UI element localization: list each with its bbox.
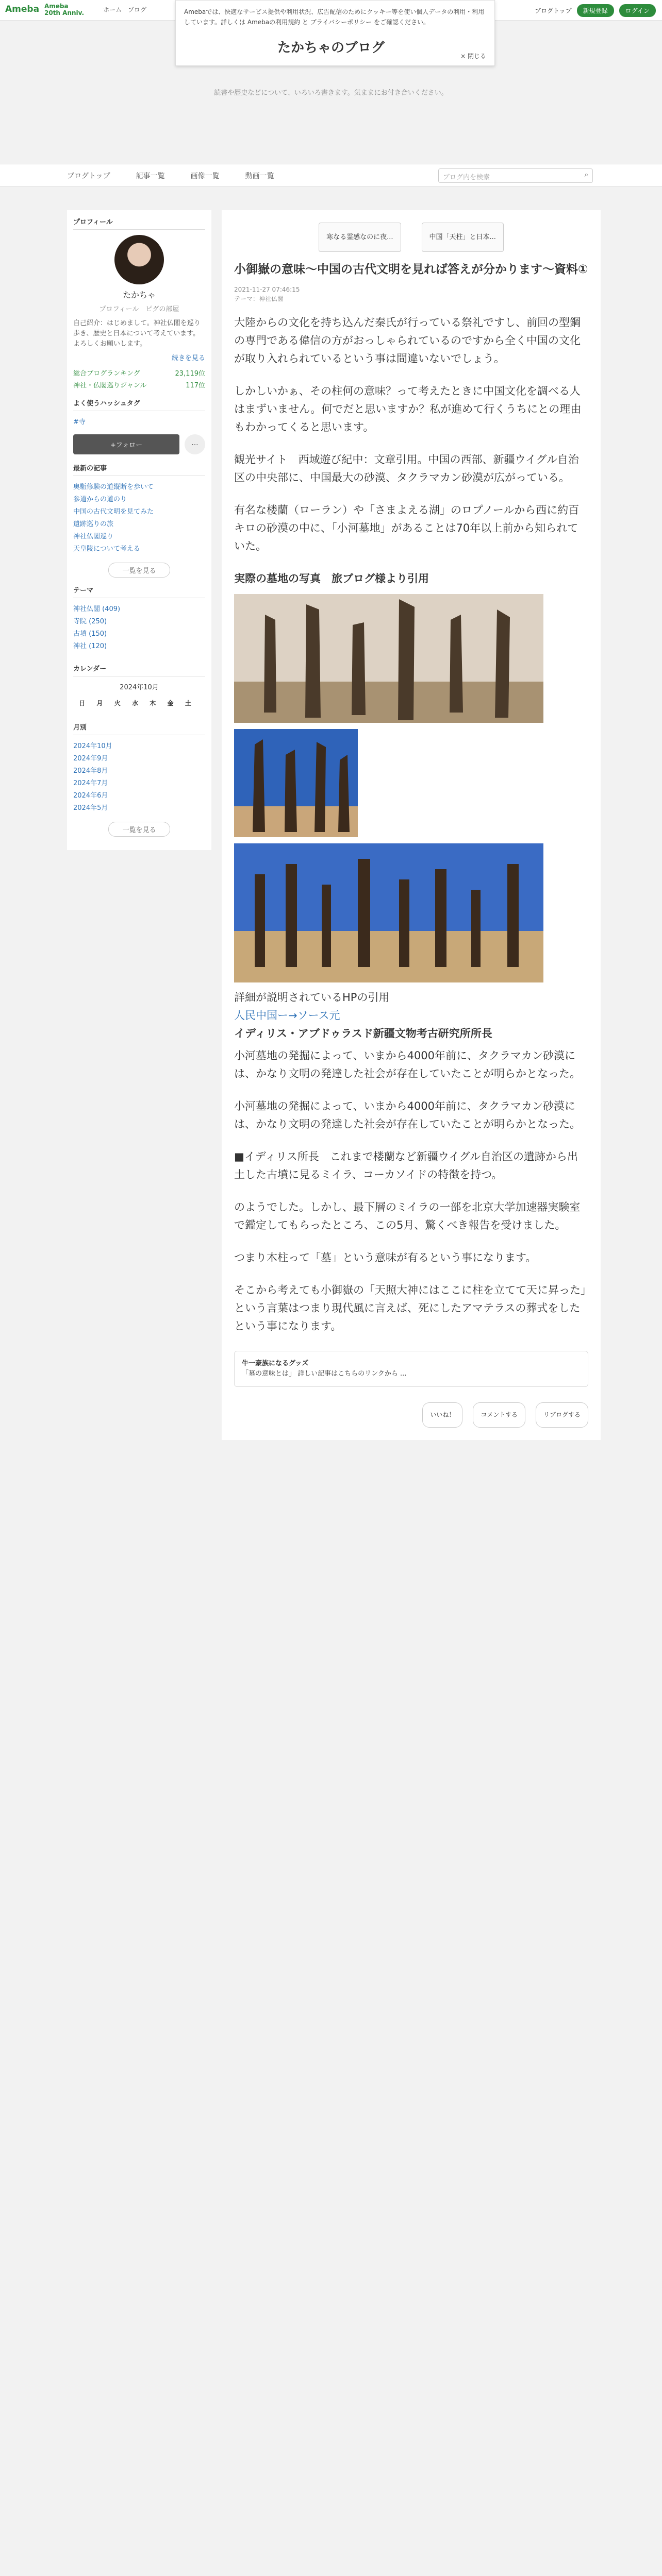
calendar xyxy=(73,694,197,711)
paragraph: 小河墓地の発掘によって、いまから4000年前に、タクラマカン砂漠には、かなり文明の発達した社会が存在していたことが明らかとなった。 xyxy=(234,1100,581,1130)
caption: 詳細が説明されているHPの引用 xyxy=(234,991,390,1004)
blog-title[interactable]: たかちゃのブログ xyxy=(277,40,385,56)
related-card[interactable] xyxy=(234,1351,588,1387)
blog-search-input[interactable]: ブログ内を検索 ⌕ xyxy=(438,168,593,183)
latest-item[interactable]: 遺跡巡りの旅 xyxy=(73,520,114,528)
ameba-logo[interactable]: Ameba xyxy=(5,4,40,14)
gnav-videos[interactable]: 動画一覧 xyxy=(245,172,274,180)
paragraph: 観光サイト 西域遊び紀中：文章引用。中国の西部、新疆ウイグル自治区の中央部に、中国最大の砂漠、タクラマカン砂漠が広がっている。 xyxy=(234,453,579,484)
paragraph: しかしいかぁ、その柱何の意味？って考えたときに中国文化を調べる人はまずいません。何でだと思いますか？私が進めて行くうちにとの理由もわかってくると思います。 xyxy=(234,385,582,433)
login-button[interactable]: ログイン xyxy=(619,4,656,17)
next-article-button[interactable]: 中国「天柱」と日本... xyxy=(422,223,504,252)
signup-button[interactable]: 新規登録 xyxy=(577,4,614,17)
profile-more-link[interactable]: 続きを見る xyxy=(171,354,205,362)
gnav-blog-top[interactable]: ブログトップ xyxy=(67,172,110,180)
latest-more-button[interactable]: 一覧を見る xyxy=(108,563,170,578)
comment-button[interactable]: コメントする xyxy=(473,1402,525,1428)
subheading: イディリス・アブドゥラスド新疆文物考古研究所所長 xyxy=(234,1027,492,1040)
latest-item[interactable]: 天皇陵について考える xyxy=(73,545,140,553)
prev-next-top xyxy=(234,223,588,252)
more-menu-icon[interactable]: … xyxy=(185,434,205,454)
weekday-label: 火 xyxy=(114,700,121,707)
ameba-20th-logo: Ameba 20th Anniv. xyxy=(44,3,85,16)
weekday-label: 月 xyxy=(96,700,103,707)
archive-item[interactable]: 2024年7月 xyxy=(73,779,108,787)
latest-item[interactable]: 神社仏閣巡り xyxy=(73,533,114,540)
article-title[interactable]: 小御嶽の意味〜中国の古代文明を見れば答えが分かります〜資料① xyxy=(234,263,588,276)
card-text: 「墓の意味とは」 詳しい記事はこちらのリンクから ... xyxy=(242,1370,407,1378)
profile-heading: プロフィール xyxy=(73,216,205,230)
weekday-label: 木 xyxy=(150,700,156,707)
rank-row-overall[interactable]: 総合ブログランキング 23,119位 xyxy=(73,370,205,378)
theme-item[interactable]: 神社 (120) xyxy=(73,642,107,650)
avatar[interactable] xyxy=(114,235,164,284)
profile-name[interactable]: たかちゃ xyxy=(122,290,156,300)
calendar-heading: カレンダー xyxy=(73,663,205,676)
latest-heading: 最新の記事 xyxy=(73,463,205,476)
paragraph: そこから考えても小御嶽の「天照大神にはここに柱を立てて天に昇った」という言葉はつまり現代風に言えば、死にしたアマテラスの葬式をしたという事になります。 xyxy=(234,1284,586,1332)
archive-item[interactable]: 2024年8月 xyxy=(73,767,108,775)
latest-item[interactable]: 中国の古代文明を見てみた xyxy=(73,508,154,516)
rank-row-genre[interactable]: 神社・仏閣巡りジャンル 117位 xyxy=(73,382,205,389)
archive-item[interactable]: 2024年5月 xyxy=(73,804,108,812)
archive-item[interactable]: 2024年10月 xyxy=(73,742,112,750)
paragraph: つまり木柱って「墓」という意味が有るという事になります。 xyxy=(234,1251,537,1264)
photo-caption: 実際の墓地の写真 旅ブログ様より引用 xyxy=(234,572,429,585)
photo-wooden-posts-1 xyxy=(234,594,543,723)
nav-home[interactable]: ホーム xyxy=(103,6,122,13)
profile-intro: 自己紹介：はじめまして。神社仏閣を巡り歩き、歴史と日本について考えています。よろしくお願いします。 xyxy=(73,319,201,348)
hashtag-heading: よく使うハッシュタグ xyxy=(73,398,205,411)
archive-list xyxy=(73,740,205,815)
archive-heading: 月別 xyxy=(73,722,205,735)
gnav-images[interactable]: 画像一覧 xyxy=(190,172,220,180)
article-actions xyxy=(234,1402,588,1428)
global-nav xyxy=(0,164,662,187)
cookie-close-button[interactable]: × 閉じる xyxy=(460,53,486,60)
paragraph: 有名な楼蘭（ローラン）や「さまよえる湖」のロプノールから西に約百キロの砂漠の中に、「小河墓地」があることは70年以上前から知られていた。 xyxy=(234,504,580,552)
photo-wooden-posts-3 xyxy=(234,843,543,982)
theme-list xyxy=(73,603,205,653)
blog-top-link[interactable]: ブログトップ xyxy=(534,7,572,14)
latest-list xyxy=(73,481,205,555)
article xyxy=(222,210,601,1440)
weekday-label: 水 xyxy=(131,700,138,707)
theme-heading: テーマ xyxy=(73,585,205,598)
calendar-month: 2024年10月 xyxy=(120,684,159,691)
theme-item[interactable]: 寺院 (250) xyxy=(73,618,107,625)
weekday-label: 土 xyxy=(185,700,191,707)
weekday-label: 日 xyxy=(79,700,86,707)
follow-row xyxy=(73,434,205,454)
like-button[interactable]: いいね！ xyxy=(422,1402,462,1428)
archive-item[interactable]: 2024年9月 xyxy=(73,755,108,762)
photo-wooden-posts-2 xyxy=(234,729,358,837)
paragraph: 小河墓地の発掘によって、いまから4000年前に、タクラマカン砂漠には、かなり文明の発達した社会が存在していたことが明らかとなった。 xyxy=(234,1049,581,1080)
article-meta xyxy=(234,285,588,303)
archive-more-button[interactable]: 一覧を見る xyxy=(108,822,170,837)
top-right xyxy=(535,4,656,17)
latest-item[interactable]: 奥駈修験の道縦断を歩いて xyxy=(73,483,154,491)
hashtag-link[interactable]: #寺 xyxy=(73,418,86,426)
paragraph: のようでした。しかし、最下層のミイラの一部を北京大学加速器実験室で鑑定してもらったところ、この5月、驚くべき報告を受けました。 xyxy=(234,1201,581,1231)
article-date: 2021-11-27 07:46:15 xyxy=(234,286,300,293)
source-link[interactable]: 人民中国ー→ソース元 xyxy=(234,1009,340,1022)
weekday-label: 金 xyxy=(167,700,174,707)
theme-item[interactable]: 神社仏閣 (409) xyxy=(73,605,121,613)
prev-article-button[interactable]: 寒なる霊感なのに夜... xyxy=(319,223,401,252)
profile-links[interactable]: プロフィール ピグの部屋 xyxy=(99,306,179,313)
cookie-text: Amebaでは、快適なサービス提供や利用状況、広告配信のためにクッキー等を使い個人データの利用・利用しています。詳しくは Amebaの利用規約 と プライバシーポリシー をご確認ください。 xyxy=(184,8,485,26)
top-nav xyxy=(103,5,146,14)
paragraph: ■イディリス所長 これまで楼蘭など新疆ウイグル自治区の遺跡から出土した古墳に見るミイラ、コーカソイドの特徴を持つ。 xyxy=(234,1150,578,1181)
search-icon[interactable]: ⌕ xyxy=(584,171,588,179)
follow-button[interactable]: +フォロー xyxy=(73,434,179,454)
blog-description: 読書や歴史などについて、いろいろ書きます。気ままにお付き合いください。 xyxy=(214,89,448,97)
article-theme[interactable]: テーマ：神社仏閣 xyxy=(234,295,284,302)
nav-blog[interactable]: ブログ xyxy=(128,6,147,13)
reblog-button[interactable]: リブログする xyxy=(536,1402,588,1428)
card-title: 牛一豪族になるグッズ xyxy=(242,1360,309,1367)
gnav-articles[interactable]: 記事一覧 xyxy=(136,172,165,180)
theme-item[interactable]: 古墳 (150) xyxy=(73,630,107,638)
sidebar xyxy=(67,210,211,850)
archive-item[interactable]: 2024年6月 xyxy=(73,792,108,800)
paragraph: 大陸からの文化を持ち込んだ秦氏が行っている祭礼ですし、前回の型鋼の専門である偉信の方がおっしゃられているのですから全く中国の文化が取り入れられているという事は間違いないでしょう。 xyxy=(234,316,581,365)
latest-item[interactable]: 参道からの道のり xyxy=(73,496,127,503)
